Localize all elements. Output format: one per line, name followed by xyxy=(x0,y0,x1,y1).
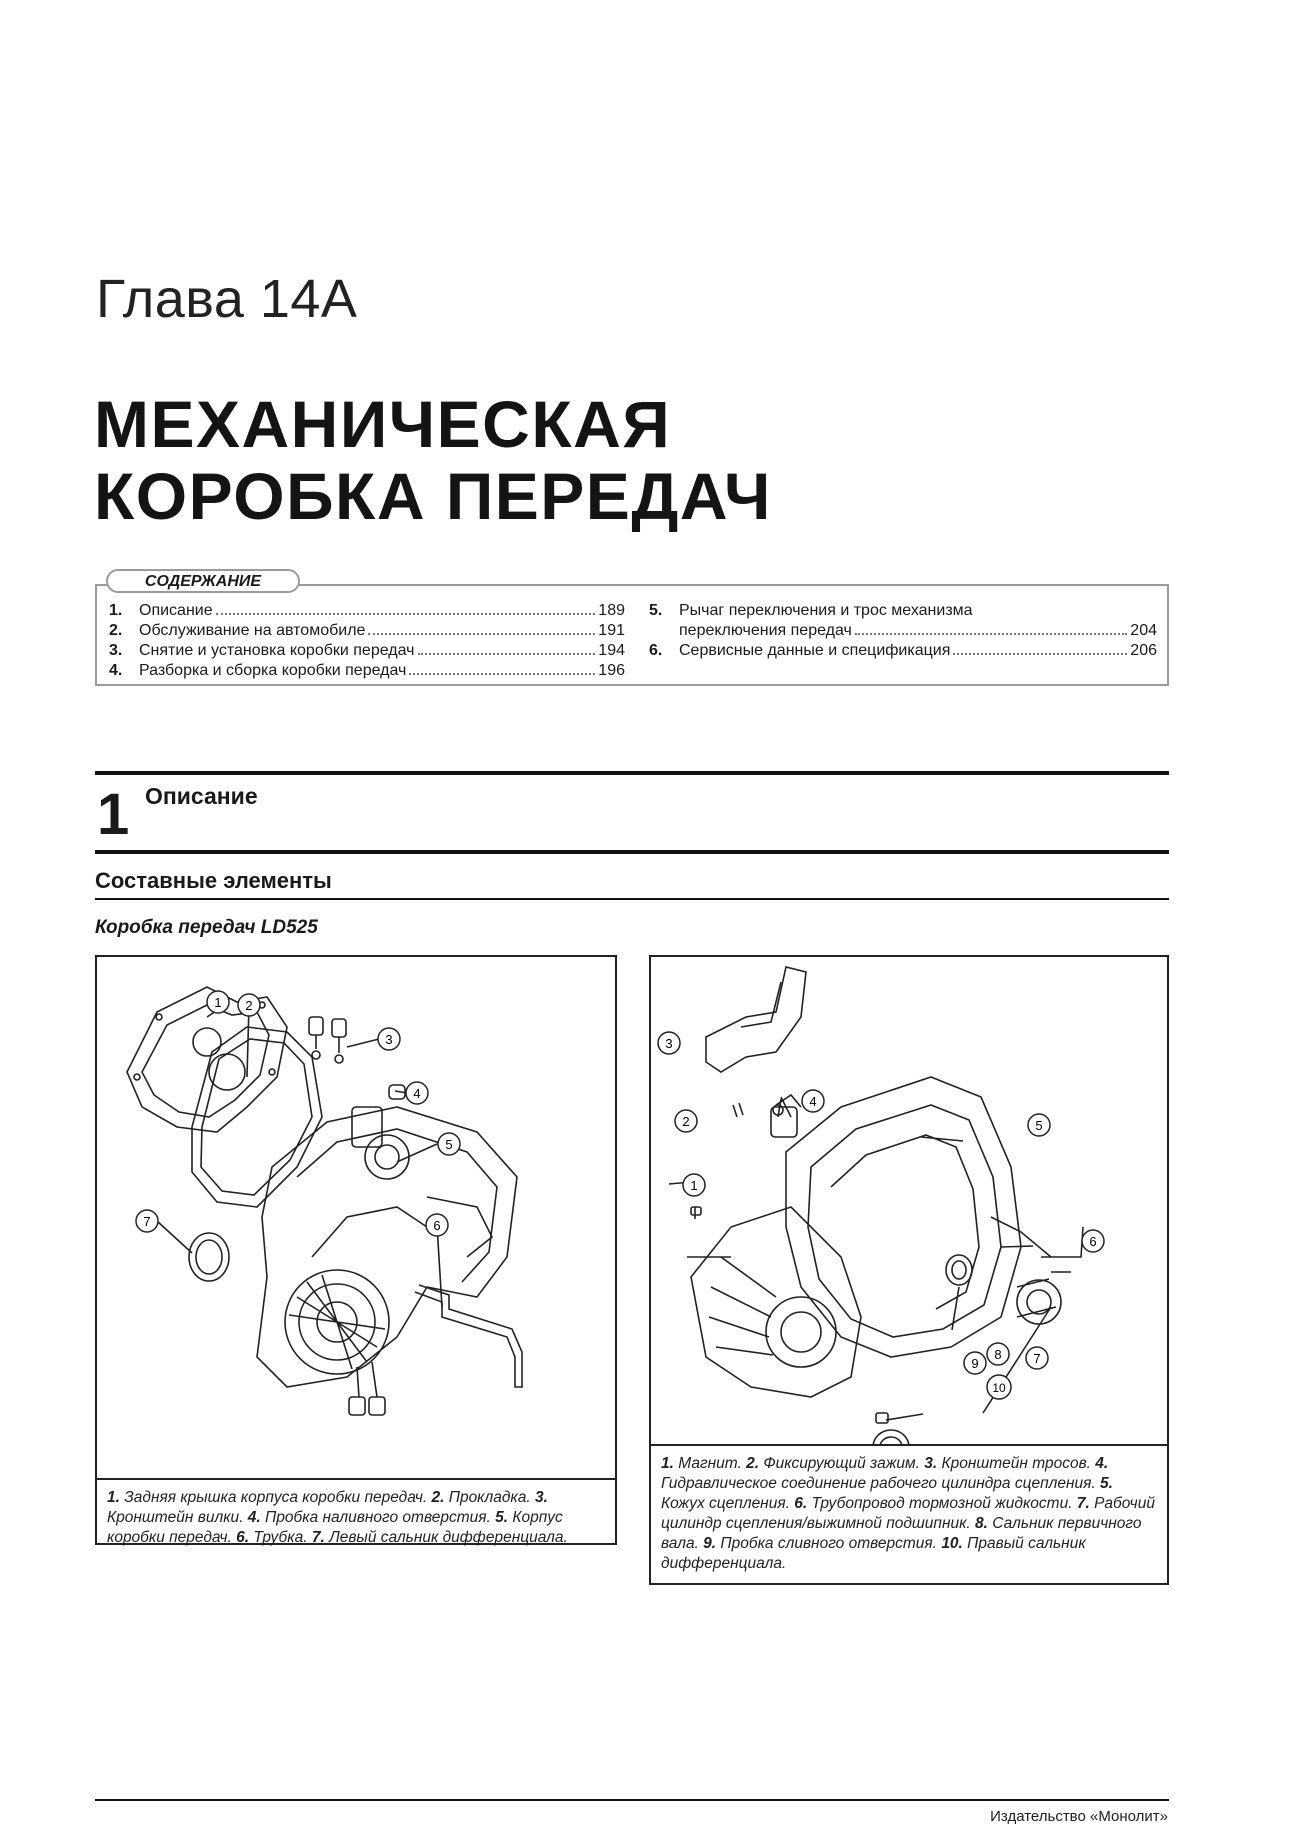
caption-item-number: 10. xyxy=(941,1535,963,1552)
callout-marker xyxy=(238,994,260,1016)
caption-item-text: Трубка. xyxy=(249,1529,312,1546)
toc-entry-text: Рычаг переключения и трос механизма xyxy=(679,602,973,619)
toc-entry[interactable] xyxy=(109,660,625,680)
callout-label: 2 xyxy=(245,998,253,1013)
toc-right-column xyxy=(649,600,1157,660)
caption-item-text: Задняя крышка корпуса коробки передач. xyxy=(119,1489,432,1506)
caption-item-number: 3. xyxy=(924,1455,938,1472)
toc-dot-leader xyxy=(953,652,1127,655)
toc-entry-page: 206 xyxy=(1130,642,1157,659)
callout-label: 7 xyxy=(1033,1351,1041,1366)
toc-entry-text: Обслуживание на автомобиле xyxy=(139,622,366,639)
caption-item-text: Пробка наливного отверстия. xyxy=(260,1509,496,1526)
toc-dot-leader xyxy=(216,612,596,615)
section-top-rule xyxy=(95,771,1169,775)
caption-item-number: 4. xyxy=(247,1509,261,1526)
toc-entry-number: 4. xyxy=(109,662,123,679)
title-line-1: МЕХАНИЧЕСКАЯ xyxy=(94,387,672,461)
callout-marker xyxy=(683,1174,705,1196)
callout-marker xyxy=(1026,1347,1048,1369)
caption-item-number: 5. xyxy=(1100,1475,1113,1492)
caption-item-text: Кронштейн вилки. xyxy=(107,1509,248,1526)
toc-entry-continued[interactable] xyxy=(649,620,1157,640)
toc-entry[interactable] xyxy=(649,600,1157,620)
publisher-footer: Издательство «Монолит» xyxy=(990,1808,1168,1825)
callout-label: 6 xyxy=(433,1218,441,1233)
toc-entry-text: Разборка и сборка коробки передач xyxy=(139,662,407,679)
caption-item-number: 1. xyxy=(661,1455,674,1472)
toc-entry[interactable] xyxy=(109,640,625,660)
callout-label: 8 xyxy=(994,1347,1002,1362)
toc-entry-number: 2. xyxy=(109,622,123,639)
toc-dot-leader xyxy=(418,652,596,655)
toc-entry-number: 6. xyxy=(649,642,663,659)
caption-item-number: 5. xyxy=(495,1509,509,1526)
callout-label: 4 xyxy=(809,1094,817,1109)
toc-dot-leader xyxy=(855,632,1127,635)
section-title: Описание xyxy=(145,783,258,809)
caption-item-number: 7. xyxy=(1076,1495,1090,1512)
section-bottom-rule xyxy=(95,850,1169,854)
toc-entry-page: 194 xyxy=(598,642,625,659)
toc-entry-text: Сервисные данные и спецификация xyxy=(679,642,951,659)
table-of-contents xyxy=(95,584,1169,686)
caption-item-number: 2. xyxy=(746,1455,760,1472)
toc-entry[interactable] xyxy=(649,640,1157,660)
caption-item-number: 4. xyxy=(1095,1455,1109,1472)
subsection-title: Составные элементы xyxy=(95,868,332,893)
caption-item-text: Левый сальник дифференциала. xyxy=(324,1529,568,1546)
callout-label: 6 xyxy=(1089,1234,1097,1249)
callout-marker xyxy=(675,1110,697,1132)
caption-item-text: Корпус коробки передач. xyxy=(107,1509,563,1546)
toc-entry-number: 5. xyxy=(649,602,663,619)
subsection-rule xyxy=(95,898,1169,900)
callout-label: 3 xyxy=(665,1036,673,1051)
toc-entry[interactable] xyxy=(109,600,625,620)
callout-label: 5 xyxy=(1035,1118,1043,1133)
toc-entry-page: 196 xyxy=(598,662,625,679)
toc-entry-page: 204 xyxy=(1130,622,1157,639)
caption-item-number: 9. xyxy=(703,1535,717,1552)
callout-marker xyxy=(438,1133,460,1155)
toc-dot-leader xyxy=(409,672,595,675)
chapter-title xyxy=(94,388,772,532)
toc-entry-number: 1. xyxy=(109,602,123,619)
caption-item-number: 6. xyxy=(236,1529,250,1546)
callout-marker xyxy=(987,1343,1009,1365)
caption-item-text: Кожух сцепления. xyxy=(661,1495,795,1512)
callout-label: 4 xyxy=(413,1086,421,1101)
callout-label: 7 xyxy=(143,1214,151,1229)
callout-marker xyxy=(964,1352,986,1374)
gearbox-housing-exploded-drawing xyxy=(97,957,615,1543)
caption-item-number: 8. xyxy=(975,1515,988,1532)
caption-item-text: Магнит. xyxy=(673,1455,747,1472)
callout-marker xyxy=(378,1028,400,1050)
callout-label: 1 xyxy=(214,995,222,1010)
callout-marker xyxy=(802,1090,824,1112)
footer-rule xyxy=(95,1799,1169,1801)
figure-right-caption xyxy=(649,1444,1169,1585)
callout-marker xyxy=(426,1214,448,1236)
callout-marker xyxy=(136,1210,158,1232)
callout-label: 1 xyxy=(690,1178,698,1193)
callout-marker xyxy=(406,1082,428,1104)
caption-item-text: Кронштейн тросов. xyxy=(937,1455,1096,1472)
section-number: 1 xyxy=(97,782,130,847)
toc-entry[interactable] xyxy=(109,620,625,640)
toc-entry-number: 3. xyxy=(109,642,123,659)
toc-dot-leader xyxy=(368,632,595,635)
caption-item-number: 3. xyxy=(534,1489,548,1506)
callout-label: 2 xyxy=(682,1114,690,1129)
callout-marker xyxy=(987,1375,1011,1399)
callout-marker xyxy=(658,1032,680,1054)
callout-label: 5 xyxy=(445,1137,453,1152)
toc-entry-page: 189 xyxy=(598,602,625,619)
toc-entry-text: переключения передач xyxy=(679,622,852,639)
callout-label: 3 xyxy=(385,1032,393,1047)
caption-item-number: 6. xyxy=(794,1495,808,1512)
caption-item-text: Фиксирующий зажим. xyxy=(759,1455,925,1472)
figure-title: Коробка передач LD525 xyxy=(95,917,318,938)
callout-label: 10 xyxy=(992,1381,1006,1395)
caption-item-text: Трубопровод тормозной жидкости. xyxy=(807,1495,1077,1512)
figure-left-caption xyxy=(95,1478,617,1545)
toc-entry-text: Описание xyxy=(139,602,213,619)
callout-marker xyxy=(1028,1114,1050,1136)
caption-item-number: 2. xyxy=(431,1489,445,1506)
caption-item-text: Рабочий цилиндр сцепления/выжимной подшипник. xyxy=(661,1495,1155,1532)
title-line-2: КОРОБКА ПЕРЕДАЧ xyxy=(94,459,772,533)
caption-item-number: 7. xyxy=(311,1529,325,1546)
caption-item-text: Прокладка. xyxy=(444,1489,535,1506)
caption-item-text: Сальник первичного вала. xyxy=(661,1515,1142,1552)
chapter-label: Глава 14А xyxy=(96,269,358,329)
callout-marker xyxy=(1082,1230,1104,1252)
figure-right-callouts xyxy=(658,1032,1104,1399)
toc-entry-text: Снятие и установка коробки передач xyxy=(139,642,415,659)
callout-label: 9 xyxy=(971,1356,979,1371)
callout-marker xyxy=(207,991,229,1013)
caption-item-text: Гидравлическое соединение рабочего цилиндра сцепления. xyxy=(661,1475,1101,1492)
caption-item-number: 1. xyxy=(107,1489,120,1506)
toc-entry-page: 191 xyxy=(598,622,625,639)
figure-left-panel xyxy=(95,955,617,1545)
caption-item-text: Пробка сливного отверстия. xyxy=(716,1535,942,1552)
toc-label: СОДЕРЖАНИЕ xyxy=(106,569,300,593)
caption-item-text: Правый сальник дифференциала. xyxy=(661,1535,1086,1572)
toc-left-column xyxy=(109,600,625,680)
